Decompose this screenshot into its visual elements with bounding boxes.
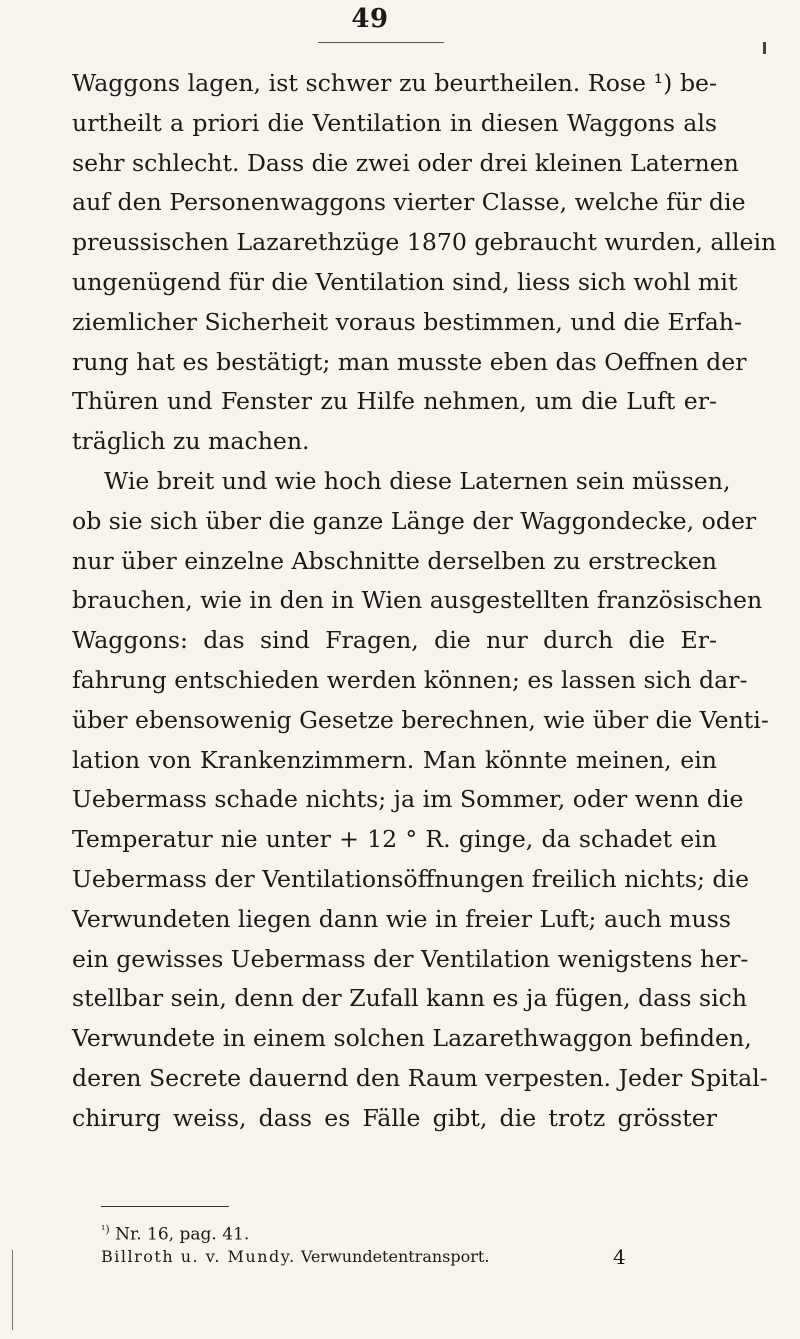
text-line: brauchen, wie in den in Wien ausgestellten französischen [72, 586, 763, 615]
signature-title: Verwundetentransport. [295, 1247, 490, 1266]
text-line: Waggons: das sind Fragen, die nur durch die Er- [72, 626, 717, 655]
text-line: lation von Krankenzimmern. Man könnte meinen, ein [72, 745, 717, 774]
page-number: 49 [351, 4, 389, 34]
body-text [72, 64, 777, 1139]
text-line: über ebensowenig Gesetze berechnen, wie über die Venti- [72, 705, 769, 734]
header-rule [318, 42, 444, 43]
text-line: Verwundete in einem solchen Lazarethwaggon befinden, [72, 1024, 752, 1053]
signature-line [101, 1246, 661, 1268]
text-line: ein gewisses Uebermass der Ventilation wenigstens her- [72, 944, 749, 973]
text-line: deren Secrete dauernd den Raum verpesten. Jeder Spital- [72, 1063, 768, 1092]
text-line: Verwundeten liegen dann wie in freier Luft; auch muss [72, 904, 731, 933]
text-line: fahrung entschieden werden können; es lassen sich dar- [72, 665, 748, 694]
text-line: preussischen Lazarethzüge 1870 gebraucht wurden, allein [72, 228, 777, 257]
text-line: chirurg weiss, dass es Fälle gibt, die trotz grösster [72, 1103, 717, 1132]
footnote [101, 1218, 249, 1247]
text-line: auf den Personenwaggons vierter Classe, welche für die [72, 188, 746, 217]
sheet-number: 4 [613, 1245, 626, 1269]
text-line: träglich zu machen. [72, 427, 310, 456]
text-line: rung hat es bestätigt; man musste eben das Oeffnen der [72, 347, 747, 376]
text-line: Uebermass der Ventilationsöffnungen freilich nichts; die [72, 864, 750, 893]
signature-authors: Billroth u. v. Mundy. [101, 1247, 296, 1266]
footnote-rule [101, 1206, 229, 1207]
text-line: sehr schlecht. Dass die zwei oder drei kleinen Laternen [72, 148, 739, 177]
text-line: nur über einzelne Abschnitte derselben zu erstrecken [72, 546, 717, 575]
text-line: Uebermass schade nichts; ja im Sommer, oder wenn die [72, 785, 744, 814]
left-edge-mark [12, 1250, 13, 1330]
text-line: Wie breit und wie hoch diese Laternen sein müssen, [104, 466, 731, 495]
text-line: ziemlicher Sicherheit voraus bestimmen, und die Erfah- [72, 307, 742, 336]
text-line: urtheilt a priori die Ventilation in diesen Waggons als [72, 108, 717, 137]
text-line: Thüren und Fenster zu Hilfe nehmen, um die Luft er- [72, 387, 717, 416]
text-line: stellbar sein, denn der Zufall kann es ja fügen, dass sich [72, 984, 748, 1013]
footnote-text: Nr. 16, pag. 41. [109, 1224, 250, 1245]
text-line: Temperatur nie unter + 12 ° R. ginge, da schadet ein [72, 825, 717, 854]
text-line: Waggons lagen, ist schwer zu beurtheilen. Rose ¹) be- [72, 69, 717, 97]
text-line: ob sie sich über die ganze Länge der Waggondecke, oder [72, 506, 757, 535]
edge-mark [763, 42, 766, 54]
footnote-marker: ¹) [101, 1223, 110, 1236]
text-line: ungenügend für die Ventilation sind, liess sich wohl mit [72, 267, 738, 296]
